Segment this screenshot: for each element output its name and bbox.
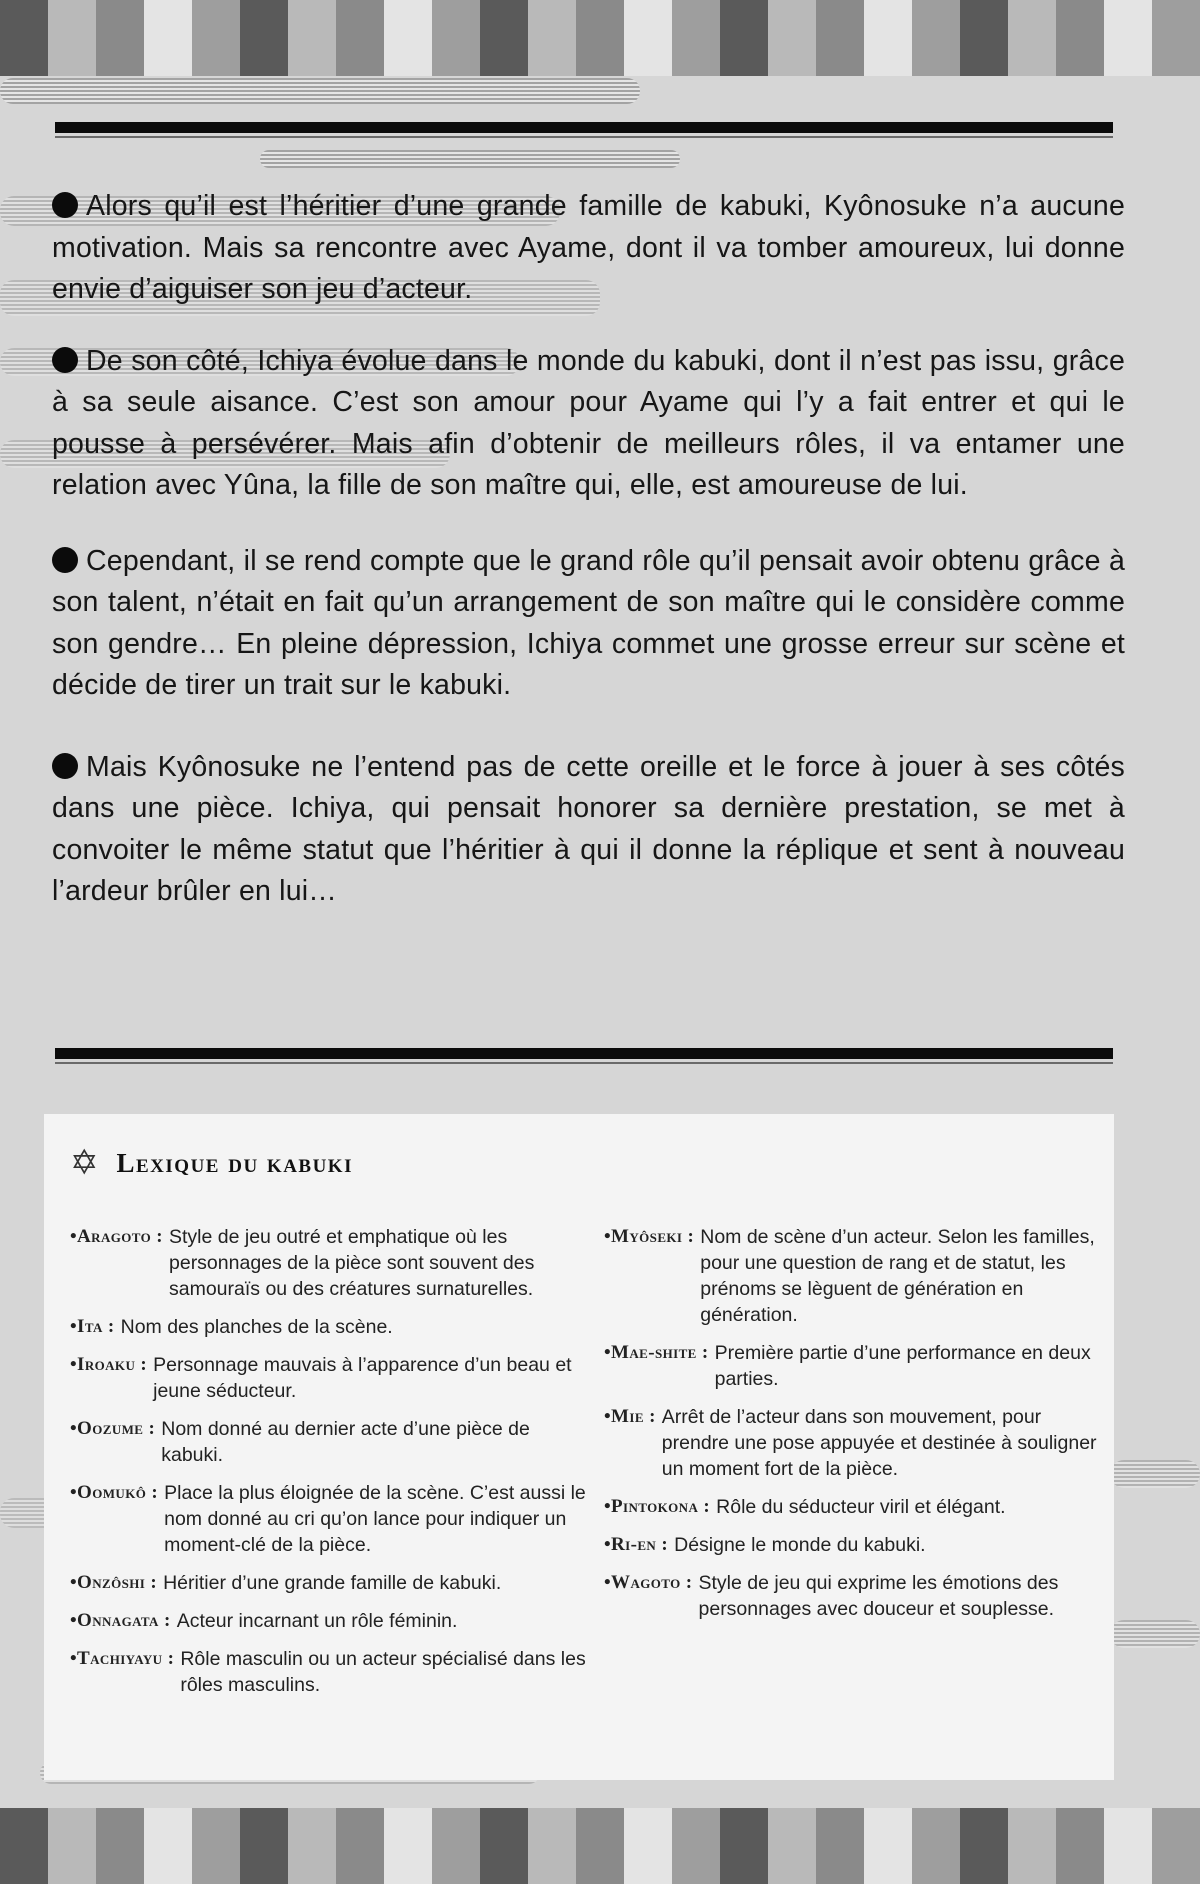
summary-paragraph: Mais Kyônosuke ne l’entend pas de cette oreille et le force à jouer à ses côtés dans une pièce. Ichiya, qui pensait honorer sa dernière prestation, se met à convoiter le même statut que l’héritier à qui il donne la réplique et sent à nouveau l’ardeur brûler en lui… [52, 750, 1125, 907]
bullet-icon [52, 192, 78, 218]
star-of-david-icon: ✡ [70, 1143, 99, 1183]
glossary-entry: •Mae-shite : Première partie d’une performance en deux parties. [604, 1342, 1091, 1390]
story-summary [52, 186, 1125, 913]
glossary-header [70, 1143, 353, 1183]
decorative-cloud [1110, 1620, 1200, 1648]
summary-paragraph: De son côté, Ichiya évolue dans le monde du kabuki, dont il n’est pas issu, grâce à sa seule aisance. C’est son amour pour Ayame qui l’y a fait entrer et qui le pousse à persévérer. Mais afin d’obtenir de meilleurs rôles, il va entamer une relation avec Yûna, la fille de son maître qui, elle, est amoureuse de lui. [52, 344, 1125, 501]
glossary-entry: •Onzôshi : Héritier d’une grande famille de kabuki. [70, 1572, 502, 1594]
bullet-icon [52, 547, 78, 573]
glossary-entry: •Tachiyayu : Rôle masculin ou un acteur spécialisé dans les rôles masculins. [70, 1648, 586, 1696]
kabuki-glossary [44, 1114, 1114, 1780]
bullet-icon [52, 347, 78, 373]
bullet-icon [52, 753, 78, 779]
summary-paragraph: Cependant, il se rend compte que le grand rôle qu’il pensait avoir obtenu grâce à son talent, n’était en fait qu’un arrangement de son maître qui le considère comme son gendre… En pleine dépression, Ichiya commet une grosse erreur sur scène et décide de tirer un trait sur le kabuki. [52, 544, 1125, 701]
top-checker-band [0, 0, 1200, 76]
decorative-cloud [260, 150, 680, 168]
glossary-entry: •Aragoto : Style de jeu outré et emphatique où les personnages de la pièce sont souvent des samouraïs ou des créatures surnaturelles. [70, 1226, 535, 1300]
glossary-entry: •Onnagata : Acteur incarnant un rôle féminin. [70, 1610, 458, 1632]
glossary-entry: •Iroaku : Personnage mauvais à l’apparence d’un beau et jeune séducteur. [70, 1354, 572, 1402]
glossary-entry: •Ri-en : Désigne le monde du kabuki. [604, 1534, 926, 1556]
glossary-entry: •Oomukô : Place la plus éloignée de la scène. C’est aussi le nom donné au cri qu’on lance pour indiquer un moment-clé de la pièce. [70, 1482, 586, 1556]
decorative-cloud [1110, 1460, 1200, 1488]
glossary-title: Lexique du kabuki [116, 1147, 353, 1178]
glossary-entry: •Pintokona : Rôle du séducteur viril et élégant. [604, 1496, 1006, 1518]
decorative-cloud [0, 78, 640, 104]
glossary-entry: •Ita : Nom des planches de la scène. [70, 1316, 393, 1338]
middle-divider [55, 1048, 1113, 1059]
glossary-entry: •Oozume : Nom donné au dernier acte d’une pièce de kabuki. [70, 1418, 530, 1466]
glossary-entry: •Wagoto : Style de jeu qui exprime les émotions des personnages avec douceur et souplesse. [604, 1572, 1059, 1620]
glossary-right-column [604, 1224, 1104, 1634]
glossary-entry: •Myôseki : Nom de scène d’un acteur. Selon les familles, pour une question de rang et de statut, les prénoms se lèguent de génération en génération. [604, 1226, 1095, 1326]
summary-paragraph: Alors qu’il est l’héritier d’une grande famille de kabuki, Kyônosuke n’a aucune motivation. Mais sa rencontre avec Ayame, dont il va tomber amoureux, lui donne envie d’aiguiser son jeu d’acteur. [52, 190, 1125, 305]
top-divider [55, 122, 1113, 133]
glossary-entry: •Mie : Arrêt de l’acteur dans son mouvement, pour prendre une pose appuyée et destinée à souligner un moment fort de la pièce. [604, 1406, 1097, 1480]
bottom-checker-band [0, 1808, 1200, 1884]
glossary-left-column [70, 1224, 590, 1710]
